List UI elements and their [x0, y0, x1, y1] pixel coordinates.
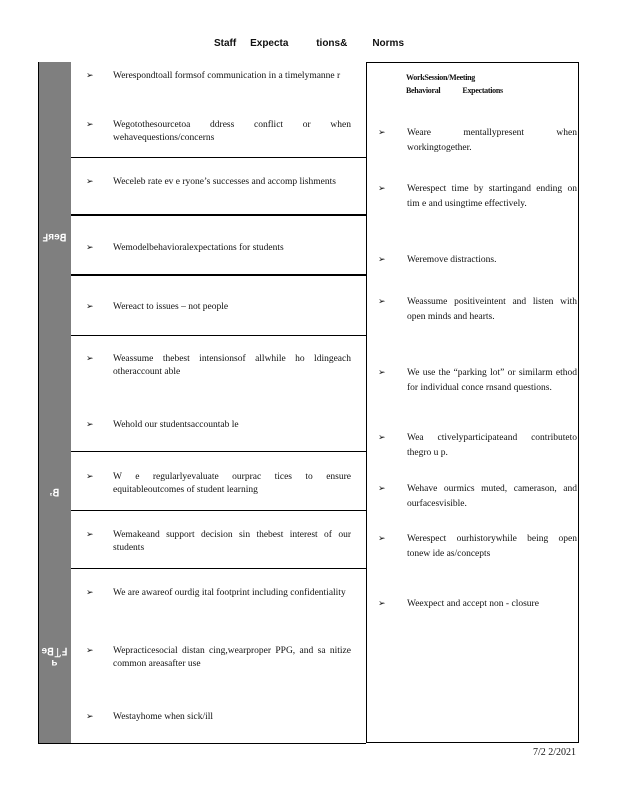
arrow-bullet-icon: ➢: [86, 120, 94, 130]
arrow-bullet-icon: ➢: [378, 599, 386, 609]
arrow-bullet-icon: ➢: [86, 243, 94, 253]
item-text: Werespect time by startingand ending on tim e and usingtime effectively.: [407, 184, 577, 209]
arrow-bullet-icon: ➢: [378, 297, 386, 307]
item-text: Werespect ourhistorywhile being open tonew ide as/concepts: [407, 534, 577, 559]
item-text: Werespondtoall formsof communication in a timelymanne r: [113, 71, 341, 81]
item-text: Weassume thebest intensionsof allwhile ho ldingeach otheraccount able: [113, 354, 351, 377]
row-divider: [71, 274, 366, 276]
section-label: ʻꓭ: [49, 486, 60, 497]
section-bar-responsible: [38, 335, 71, 568]
arrow-bullet-icon: ➢: [86, 712, 94, 722]
row-divider: [71, 214, 366, 216]
arrow-bullet-icon: ➢: [86, 530, 94, 540]
item-text: Wepracticesocial distan cing,wearproper PPG, and sa nitize common areasafter use: [113, 646, 351, 669]
row-divider: [71, 451, 366, 452]
arrow-bullet-icon: ➢: [378, 128, 386, 138]
section-label: ᴘ əꓭ꓅ꟻ: [41, 645, 68, 668]
row-divider: [71, 568, 366, 569]
item-text: Wehave ourmics muted, camerason, and ourfacesvisible.: [407, 484, 577, 509]
page-date: 7/2 2/2021: [532, 747, 576, 758]
arrow-bullet-icon: ➢: [86, 71, 94, 81]
panel-heading: WorkSession/Meeting Behavioral Expectations: [406, 73, 503, 95]
arrow-bullet-icon: ➢: [86, 302, 94, 312]
item-text: Wehold our studentsaccountab le: [113, 420, 239, 430]
item-text: Wea ctivelyparticipateand contributeto thegro u p.: [407, 433, 577, 458]
item-text: Weexpect and accept non - closure: [407, 599, 539, 609]
arrow-bullet-icon: ➢: [86, 177, 94, 187]
item-text: Wereact to issues – not people: [113, 302, 229, 312]
arrow-bullet-icon: ➢: [86, 646, 94, 656]
arrow-bullet-icon: ➢: [378, 484, 386, 494]
arrow-bullet-icon: ➢: [86, 354, 94, 364]
table-bottom-border: [38, 743, 366, 744]
arrow-bullet-icon: ➢: [378, 255, 386, 265]
item-text: We use the “parking lot” or similarm ethod for individual conce rnsand questions.: [407, 368, 577, 393]
item-text: Weassume positiveintent and listen with open minds and hearts.: [407, 297, 577, 322]
item-text: Westayhome when sick/ill: [113, 712, 214, 722]
arrow-bullet-icon: ➢: [86, 588, 94, 598]
item-text: Weare mentallypresent when workingtogether.: [407, 128, 577, 153]
arrow-bullet-icon: ➢: [378, 184, 386, 194]
item-text: W e regularlyevaluate ourprac tices to ensure equitableoutcomes of student learning: [113, 472, 351, 495]
item-text: Wegotothesourcetoa ddress conflict or when wehavequestions/concerns: [113, 120, 351, 143]
item-text: Weremove distractions.: [407, 255, 497, 265]
page-title: Staff Expecta tions& Norms: [213, 38, 405, 49]
arrow-bullet-icon: ➢: [86, 472, 94, 482]
arrow-bullet-icon: ➢: [378, 368, 386, 378]
item-text: Wemodelbehavioralexpectations for students: [113, 243, 284, 253]
meeting-expectations-panel: [366, 62, 579, 743]
row-divider: [71, 510, 366, 511]
section-bar-safe: [38, 568, 71, 743]
section-bar-respectful: [38, 62, 71, 335]
item-text: We are awareof ourdig ital footprint including confidentiality: [113, 588, 346, 598]
arrow-bullet-icon: ➢: [378, 534, 386, 544]
item-text: Wemakeand support decision sin thebest interest of our students: [113, 530, 351, 553]
section-label: ꟻᴚəꓭ: [42, 231, 67, 242]
arrow-bullet-icon: ➢: [86, 420, 94, 430]
table-left-border: [38, 62, 39, 743]
row-divider: [71, 157, 366, 158]
row-divider: [71, 335, 366, 336]
item-text: Weceleb rate ev e ryone’s successes and accomp lishments: [113, 177, 336, 187]
arrow-bullet-icon: ➢: [378, 433, 386, 443]
